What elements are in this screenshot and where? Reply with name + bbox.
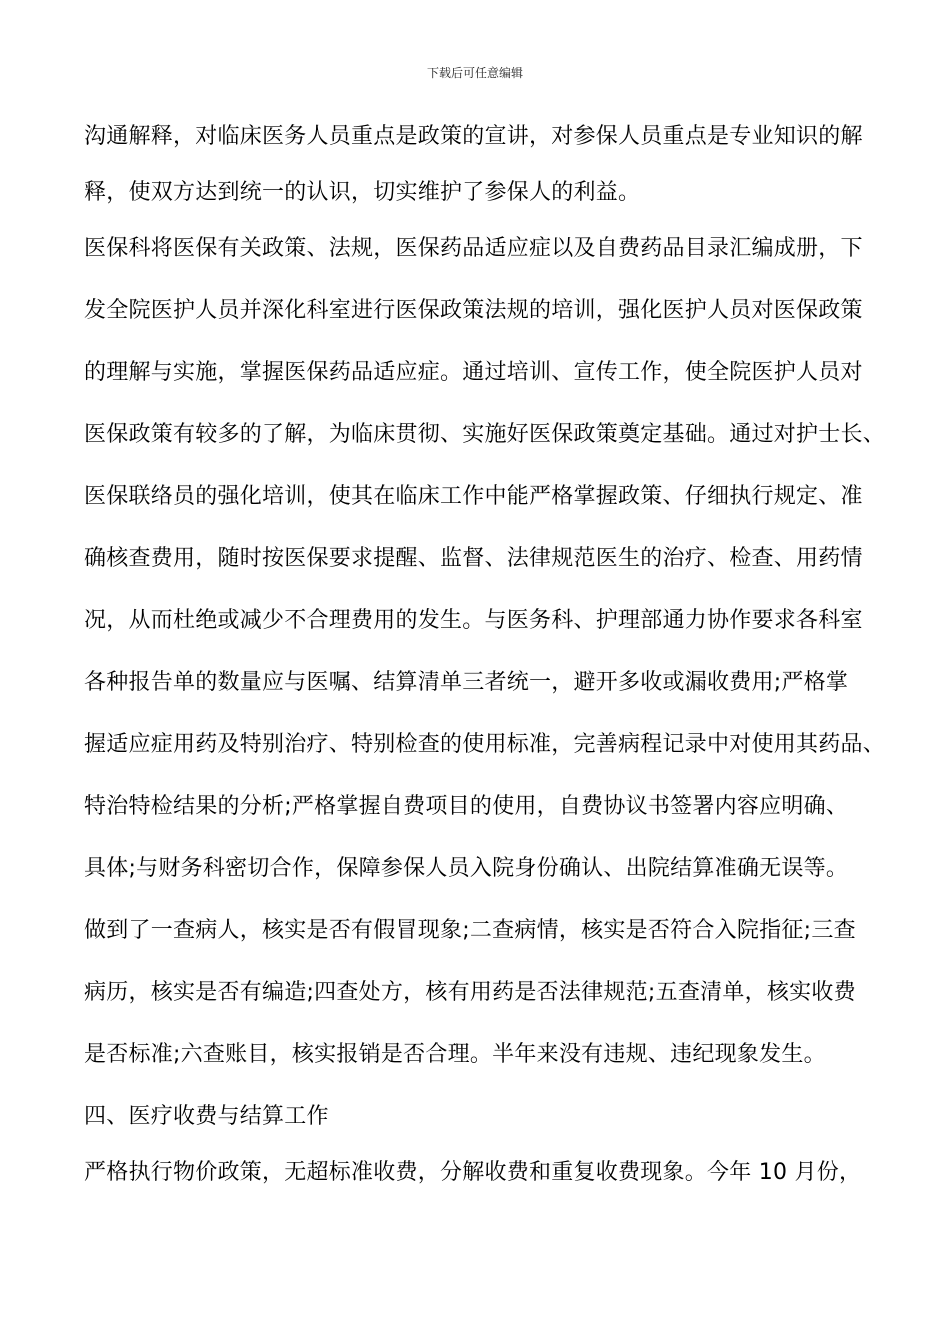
text-line-18: 严格执行物价政策，无超标准收费，分解收费和重复收费现象。今年 10 月份，	[84, 1160, 862, 1185]
text-line-1: 沟通解释，对临床医务人员重点是政策的宣讲，对参保人员重点是专业知识的解	[84, 124, 863, 149]
text-line-4: 发全院医护人员并深化科室进行医保政策法规的培训，强化医护人员对医保政策	[84, 298, 863, 323]
text-line-9: 况，从而杜绝或减少不合理费用的发生。与医务科、护理部通力协作要求各科室	[84, 608, 863, 633]
section-heading: 四、医疗收费与结算工作	[84, 1104, 329, 1129]
text-line-7: 医保联络员的强化培训，使其在临床工作中能严格掌握政策、仔细执行规定、准	[84, 484, 863, 509]
text-line-6: 医保政策有较多的了解，为临床贯彻、实施好医保政策奠定基础。通过对护士长、	[84, 422, 886, 447]
text-line-2: 释，使双方达到统一的认识，切实维护了参保人的利益。	[84, 180, 641, 205]
text-line-13: 具体;与财务科密切合作，保障参保人员入院身份确认、出院结算准确无误等。	[84, 856, 849, 881]
text-line-16: 是否标准;六查账目，核实报销是否合理。半年来没有违规、违纪现象发生。	[84, 1042, 826, 1067]
text-line-8: 确核查费用，随时按医保要求提醒、监督、法律规范医生的治疗、检查、用药情	[84, 546, 863, 571]
text-line-15: 病历，核实是否有编造;四查处方，核有用药是否法律规范;五查清单，核实收费	[84, 980, 856, 1005]
text-line-3: 医保科将医保有关政策、法规，医保药品适应症以及自费药品目录汇编成册，下	[84, 236, 863, 261]
text-line-5: 的理解与实施，掌握医保药品适应症。通过培训、宣传工作，使全院医护人员对	[84, 360, 863, 385]
text-line-12: 特治特检结果的分析;严格掌握自费项目的使用，自费协议书签署内容应明确、	[84, 794, 849, 819]
text-line-14: 做到了一查病人，核实是否有假冒现象;二查病情，核实是否符合入院指征;三查	[84, 918, 856, 943]
page-header: 下载后可任意编辑	[426, 66, 523, 80]
text-line-11: 握适应症用药及特别治疗、特别检查的使用标准，完善病程记录中对使用其药品、	[84, 732, 886, 757]
document-body	[84, 117, 884, 1215]
text-line-10: 各种报告单的数量应与医嘱、结算清单三者统一，避开多收或漏收费用;严格掌	[84, 670, 849, 695]
